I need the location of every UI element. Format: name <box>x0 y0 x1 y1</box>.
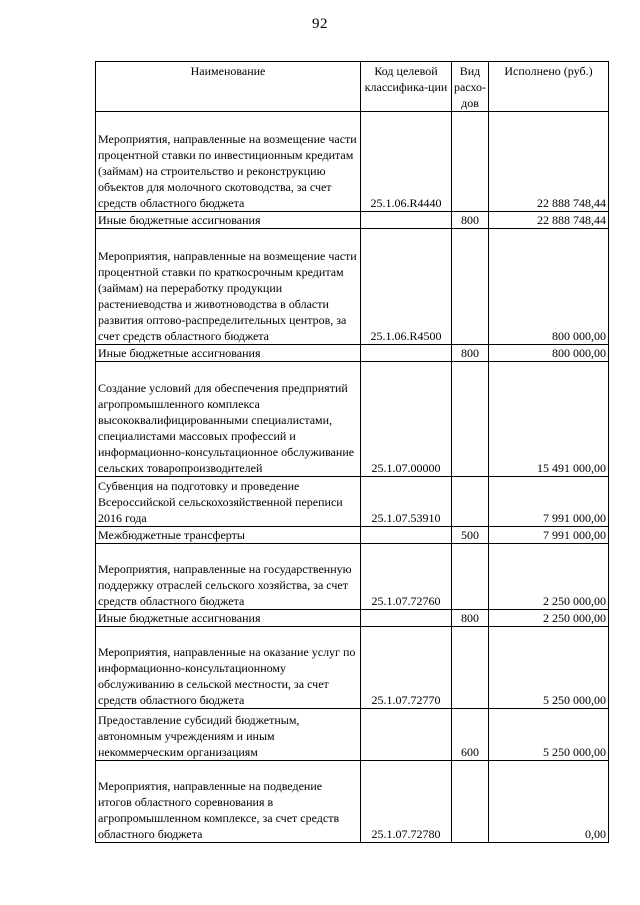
row-name: Межбюджетные трансферты <box>96 527 361 544</box>
header-amount: Исполнено (руб.) <box>489 62 609 112</box>
row-kind: 800 <box>452 212 489 229</box>
page-number: 92 <box>312 16 328 32</box>
row-code <box>361 709 452 761</box>
row-kind <box>452 627 489 709</box>
row-amount: 5 250 000,00 <box>489 627 609 709</box>
header-kind: Вид расхо-дов <box>452 62 489 112</box>
row-name: Создание условий для обеспечения предприятий агропромышленного комплекса высококвалифицированными специалистами, специалистами массовых профессий и информационно-консультационное обслуживание сельских товаропроизводителей <box>96 362 361 477</box>
budget-table <box>95 61 609 843</box>
row-name: Предоставление субсидий бюджетным, автономным учреждениям и иным некоммерческим организациям <box>96 709 361 761</box>
row-code: 25.1.07.72780 <box>361 761 452 843</box>
table-row <box>96 527 609 544</box>
row-code: 25.1.07.53910 <box>361 477 452 527</box>
row-kind <box>452 229 489 345</box>
row-name: Субвенция на подготовку и проведение Всероссийской сельскохозяйственной переписи 2016 года <box>96 477 361 527</box>
row-amount: 800 000,00 <box>489 345 609 362</box>
row-name: Мероприятия, направленные на возмещение части процентной ставки по краткосрочным кредитам (займам) на переработку продукции растениеводства и животноводства в области развития оптово-распределительных центров, за счет средств областного бюджета <box>96 229 361 345</box>
row-amount: 15 491 000,00 <box>489 362 609 477</box>
row-kind <box>452 362 489 477</box>
row-name: Иные бюджетные ассигнования <box>96 345 361 362</box>
row-code <box>361 212 452 229</box>
table-header-row <box>96 62 609 112</box>
row-amount: 0,00 <box>489 761 609 843</box>
table-row <box>96 709 609 761</box>
row-code <box>361 610 452 627</box>
row-code <box>361 345 452 362</box>
row-code: 25.1.06.R4440 <box>361 112 452 212</box>
row-amount: 22 888 748,44 <box>489 112 609 212</box>
table-row <box>96 212 609 229</box>
table-row <box>96 112 609 212</box>
table-row <box>96 544 609 610</box>
row-name: Мероприятия, направленные на подведение итогов областного соревнования в агропромышленном комплексе, за счет средств областного бюджета <box>96 761 361 843</box>
table-row <box>96 362 609 477</box>
row-name: Мероприятия, направленные на возмещение части процентной ставки по инвестиционным кредитам (займам) на строительство и реконструкцию объектов для молочного скотоводства, за счет средств областного бюджета <box>96 112 361 212</box>
row-name: Мероприятия, направленные на оказание услуг по информационно-консультационному обслуживанию в сельской местности, за счет средств областного бюджета <box>96 627 361 709</box>
row-amount: 5 250 000,00 <box>489 709 609 761</box>
row-kind <box>452 761 489 843</box>
table-row <box>96 761 609 843</box>
row-code: 25.1.07.00000 <box>361 362 452 477</box>
row-code: 25.1.07.72770 <box>361 627 452 709</box>
table-row <box>96 345 609 362</box>
row-kind <box>452 544 489 610</box>
row-amount: 7 991 000,00 <box>489 527 609 544</box>
table-row <box>96 477 609 527</box>
row-amount: 7 991 000,00 <box>489 477 609 527</box>
row-kind <box>452 112 489 212</box>
row-kind: 800 <box>452 345 489 362</box>
row-amount: 800 000,00 <box>489 229 609 345</box>
row-code <box>361 527 452 544</box>
row-amount: 2 250 000,00 <box>489 544 609 610</box>
row-name: Мероприятия, направленные на государственную поддержку отраслей сельского хозяйства, за счет средств областного бюджета <box>96 544 361 610</box>
row-kind: 800 <box>452 610 489 627</box>
table-row <box>96 627 609 709</box>
row-kind <box>452 477 489 527</box>
row-amount: 22 888 748,44 <box>489 212 609 229</box>
row-kind: 500 <box>452 527 489 544</box>
table-row <box>96 229 609 345</box>
row-code: 25.1.07.72760 <box>361 544 452 610</box>
row-name: Иные бюджетные ассигнования <box>96 610 361 627</box>
row-amount: 2 250 000,00 <box>489 610 609 627</box>
table-row <box>96 610 609 627</box>
row-kind: 600 <box>452 709 489 761</box>
row-code: 25.1.06.R4500 <box>361 229 452 345</box>
header-code: Код целевой классифика-ции <box>361 62 452 112</box>
row-name: Иные бюджетные ассигнования <box>96 212 361 229</box>
header-name: Наименование <box>96 62 361 112</box>
